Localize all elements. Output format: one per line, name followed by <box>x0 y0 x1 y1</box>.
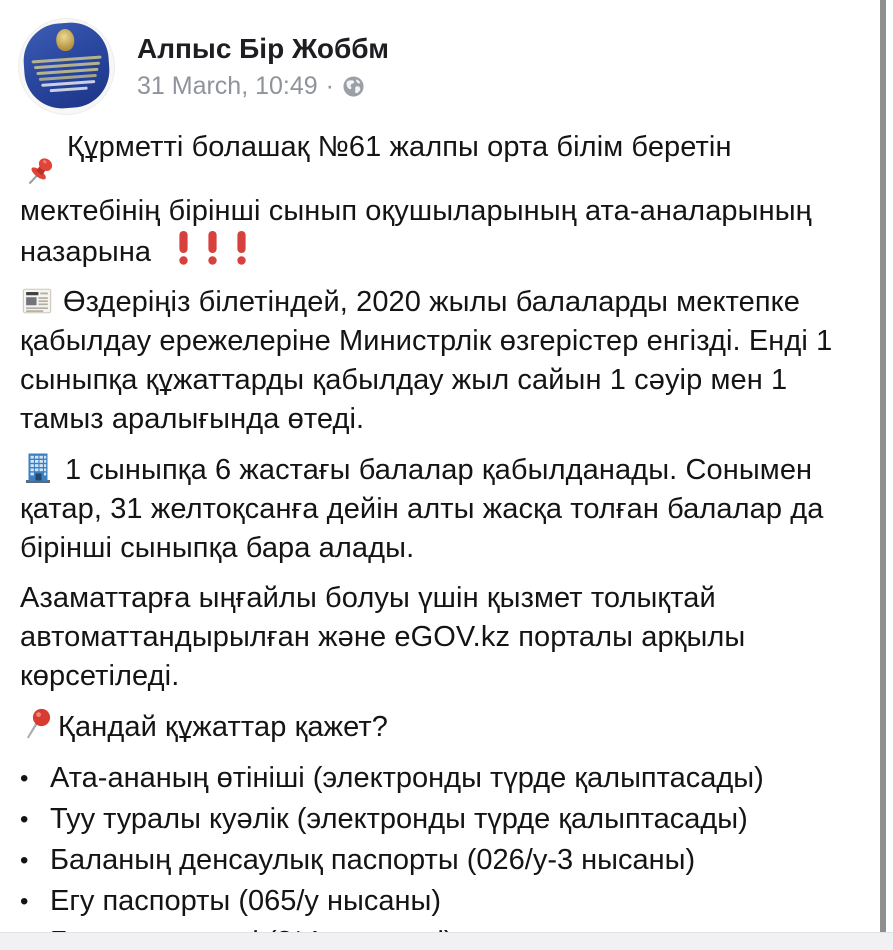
pushpin-icon <box>20 154 58 192</box>
red-exclamation-icon <box>206 231 219 265</box>
exclamation-marks <box>161 236 248 268</box>
paragraph-announcement <box>20 128 873 272</box>
paragraph-rules-change <box>20 283 873 439</box>
header-text <box>137 18 389 101</box>
documents-list <box>20 758 873 950</box>
post-body <box>20 128 873 950</box>
bottom-strip <box>0 932 893 950</box>
document-text: Туу туралы куәлік (электронды түрде қалыптасады) <box>50 803 748 835</box>
paragraph-egov <box>20 579 873 696</box>
screenshot-right-border <box>880 0 886 934</box>
round-pushpin-icon <box>20 707 56 743</box>
plaque-text-lines <box>23 52 111 97</box>
office-building-icon <box>20 450 56 486</box>
newspaper-icon <box>20 284 54 318</box>
bullet-marker: • <box>20 847 29 874</box>
gold-crest-icon <box>55 28 74 51</box>
list-item <box>20 758 873 799</box>
bullet-marker: • <box>20 765 29 792</box>
bullet-marker: • <box>20 806 29 833</box>
post-timestamp[interactable]: 31 March, 10:49 <box>137 71 318 100</box>
paragraph-text: Өздеріңіз білетіндей, 2020 жылы балаларды мектепке қабылдау ережелеріне Министрлік өзгерістер енгізді. Енді 1 сыныпқа құжаттарды қабылдау жыл сайын 1 сәуір мен 1 тамыз аралығында өтеді. <box>20 286 833 435</box>
list-item <box>20 799 873 840</box>
school-emblem-icon <box>21 20 112 111</box>
paragraph-text: Қандай құжаттар қажет? <box>58 711 388 743</box>
post-header <box>18 18 389 115</box>
paragraph-text: Азаматтарға ыңғайлы болуы үшін қызмет толықтай автоматтандырылған және eGOV.kz порталы арқылы көрсетіледі. <box>20 582 746 692</box>
page-avatar[interactable] <box>18 18 115 115</box>
post-meta[interactable] <box>137 72 389 101</box>
paragraph-text: Құрметті болашақ №61 жалпы орта білім беретін мектебінің бірінші сынып оқушыларының ата-аналарының назарына <box>20 131 812 268</box>
document-text: Баланың денсаулық паспорты (026/у-3 нысаны) <box>50 844 696 876</box>
red-exclamation-icon <box>235 231 248 265</box>
red-exclamation-icon <box>177 231 190 265</box>
list-item <box>20 840 873 881</box>
paragraph-text: 1 сыныпқа 6 жастағы балалар қабылданады. Сонымен қатар, 31 желтоқсанға дейін алты жасқа толған балалар да бірінші сыныпқа бара алады. <box>20 454 824 564</box>
list-item <box>20 881 873 922</box>
paragraph-question <box>20 707 873 747</box>
document-text: Ата-ананың өтініші (электронды түрде қалыптасады) <box>50 762 764 794</box>
globe-icon <box>342 75 365 98</box>
paragraph-age-requirement <box>20 450 873 568</box>
page-name[interactable]: Алпыс Бір Жоббм <box>137 33 389 64</box>
bullet-marker: • <box>20 888 29 915</box>
meta-separator: · <box>325 71 334 100</box>
document-text: Егу паспорты (065/у нысаны) <box>50 885 441 917</box>
